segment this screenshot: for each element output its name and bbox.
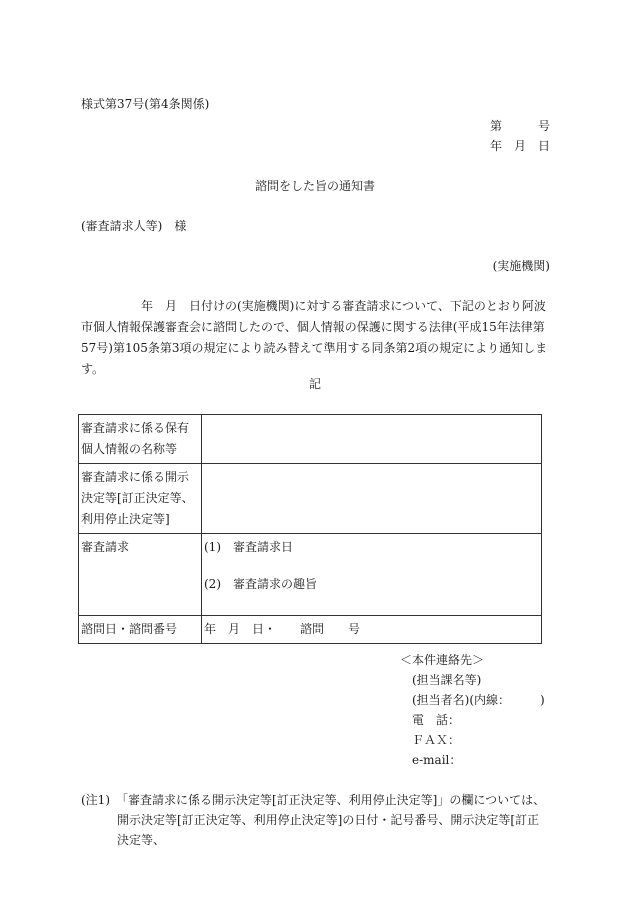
table-value-cell — [202, 534, 542, 616]
date-label: 年 月 日 — [489, 139, 550, 153]
note-1: (注1) 「審査請求に係る開示決定等[訂正決定等、利用停止決定等]」の欄については、開示決定等[訂正決定等、利用停止決定等]の日付・記号番号、開示決定等[訂正決定等、 — [81, 793, 546, 847]
table-label-cell: 審査請求に係る保有個人情報の名称等 — [79, 415, 202, 464]
contact-section: (担当課名等) — [412, 673, 482, 687]
issuing-agency: (実施機関) — [492, 259, 550, 273]
body-paragraph: 年 月 日付けの(実施機関)に対する審査請求について、下記のとおり阿波市個人情報保護審査会に諮問したので、個人情報の保護に関する法律(平成15年法律第57号)第105条第3項の規定により読み替えて準用する同条第2項の規定により通知します。 — [81, 299, 548, 376]
table-label-cell: 審査請求に係る開示決定等[訂正決定等、利用停止決定等] — [79, 464, 202, 534]
table-label-cell: 諮問日・諮問番号 — [79, 616, 202, 644]
form-number: 様式第37号(第4条関係) — [81, 97, 210, 111]
document-number-label: 第 号 — [489, 119, 550, 133]
table-row — [79, 616, 542, 644]
contact-heading: ＜本件連絡先＞ — [400, 653, 485, 667]
notes-section — [81, 790, 551, 850]
table-value-cell: 年 月 日・ 諮問 号 — [202, 616, 542, 644]
document-title: 諮問をした旨の通知書 — [254, 179, 375, 193]
table-value-cell — [202, 464, 542, 534]
contact-phone: 電 話： — [412, 713, 461, 727]
table-row — [79, 415, 542, 464]
contact-email: e-mail： — [412, 753, 462, 767]
contact-block — [400, 650, 545, 770]
addressee: (審査請求人等) 様 — [81, 219, 187, 233]
table-row — [79, 534, 542, 616]
request-purpose-item: (2) 審査請求の趣旨 — [204, 577, 317, 591]
contact-fax: ＦＡＸ： — [412, 733, 461, 747]
request-date-item: (1) 審査請求日 — [204, 540, 293, 554]
table-value-cell — [202, 415, 542, 464]
info-table — [78, 414, 542, 644]
ki-heading: 記 — [308, 377, 321, 391]
table-label-cell: 審査請求 — [79, 534, 202, 616]
contact-person: (担当者名)(内線： ) — [412, 693, 545, 707]
table-row — [79, 464, 542, 534]
